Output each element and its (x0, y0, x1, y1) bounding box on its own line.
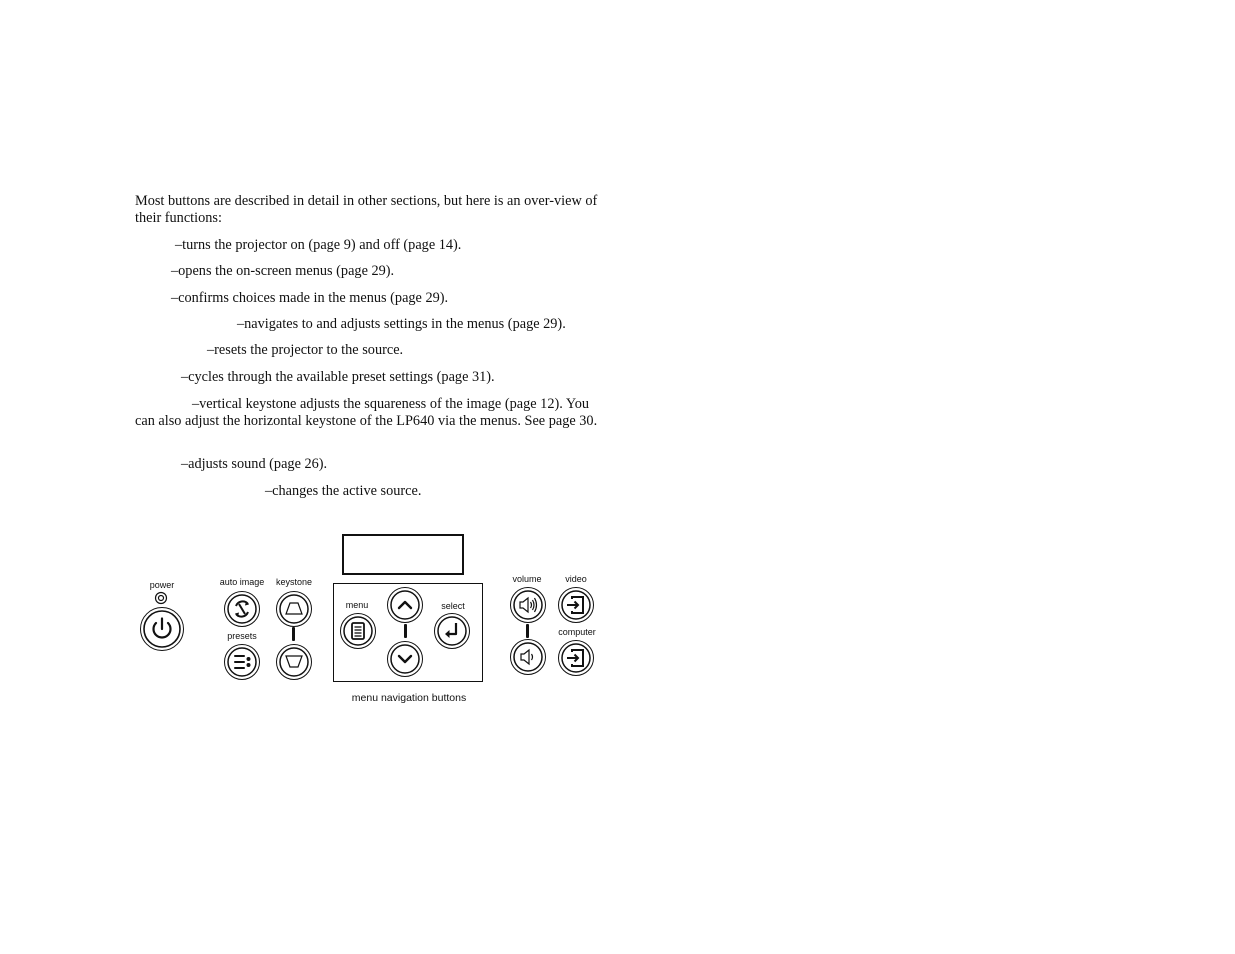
function-auto-image: –resets the projector to the source. (207, 342, 404, 358)
volume-divider (526, 624, 529, 638)
video-source-button[interactable] (557, 586, 595, 624)
lcd-display (342, 534, 464, 575)
volume-down-button[interactable] (509, 638, 547, 676)
function-menu: –opens the on-screen menus (page 29). (171, 263, 395, 279)
function-keystone: –vertical keystone adjusts the squareness of the image (page 12). You can also adjust the horizontal keystone of the LP640 via the menus. See page 30. (135, 396, 598, 429)
volume-up-button[interactable] (509, 586, 547, 624)
label-select: select (441, 601, 465, 611)
navigation-divider (404, 624, 407, 638)
label-power: power (149, 580, 175, 590)
presets-button[interactable] (223, 643, 261, 681)
menu-button[interactable] (339, 612, 377, 650)
label-computer: computer (558, 627, 596, 637)
auto-image-button[interactable] (223, 590, 261, 628)
down-arrow-button[interactable] (386, 640, 424, 678)
function-power: –turns the projector on (page 9) and off (page 14). (175, 237, 462, 253)
keystone-divider (292, 627, 295, 641)
caption-menu-navigation: menu navigation buttons (351, 692, 467, 704)
keystone-up-button[interactable] (275, 590, 313, 628)
function-navigation: –navigates to and adjusts settings in the menus (page 29). (237, 316, 566, 332)
power-led-icon (154, 591, 168, 605)
label-menu: menu (345, 600, 369, 610)
computer-source-button[interactable] (557, 639, 595, 677)
up-arrow-button[interactable] (386, 586, 424, 624)
power-button[interactable] (139, 606, 185, 652)
label-presets: presets (227, 631, 257, 641)
function-volume: –adjusts sound (page 26). (181, 456, 328, 472)
label-keystone: keystone (275, 577, 313, 587)
label-video: video (565, 574, 587, 584)
label-auto-image: auto image (219, 577, 265, 587)
function-presets: –cycles through the available preset settings (page 31). (181, 369, 495, 385)
keystone-down-button[interactable] (275, 643, 313, 681)
function-select: –confirms choices made in the menus (page 29). (171, 290, 449, 306)
label-volume: volume (512, 574, 542, 584)
select-button[interactable] (433, 612, 471, 650)
function-source: –changes the active source. (265, 483, 422, 499)
intro-paragraph: Most buttons are described in detail in other sections, but here is an over-view of their functions: (135, 193, 598, 226)
